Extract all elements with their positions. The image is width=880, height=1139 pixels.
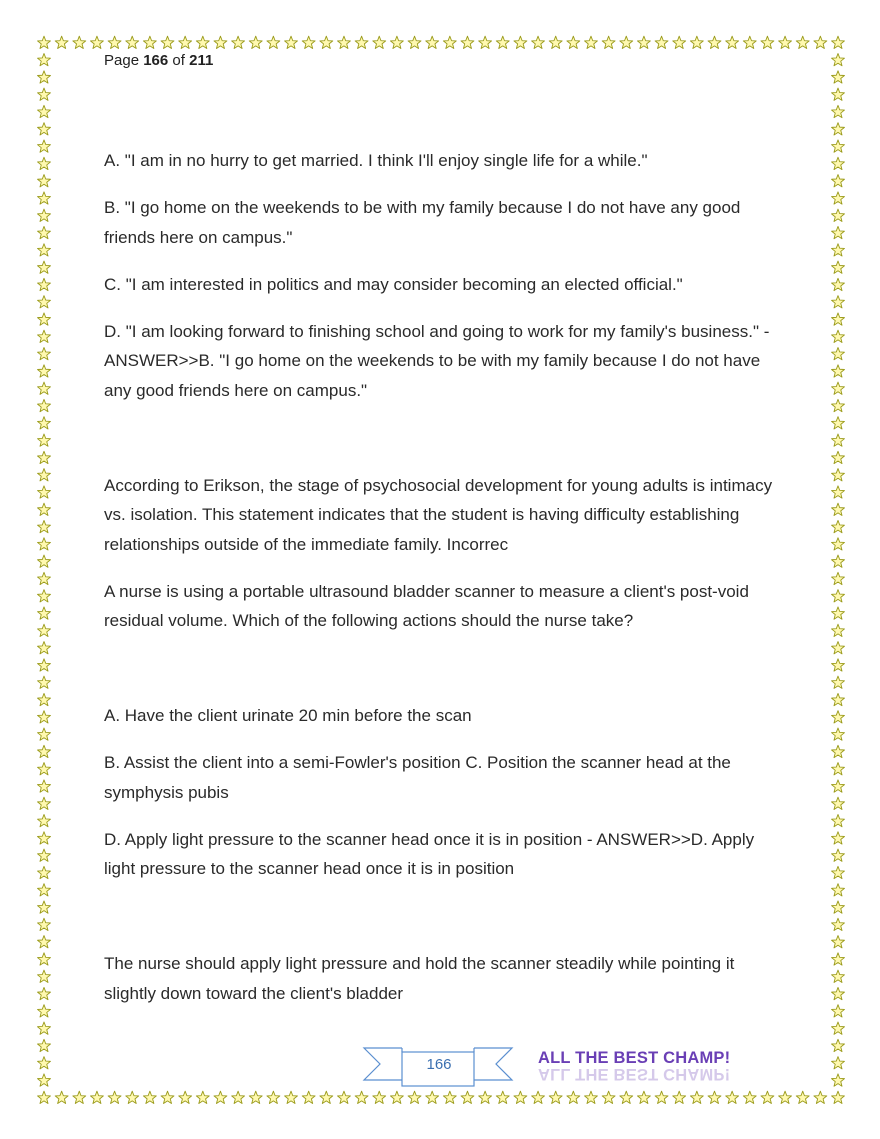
border-star-icon [832, 1022, 845, 1034]
border-star-icon [832, 54, 845, 66]
border-star-icon [461, 36, 474, 48]
border-star-icon [832, 572, 845, 584]
border-star-icon [214, 36, 227, 48]
border-star-icon [832, 970, 845, 982]
border-star-icon [549, 1091, 562, 1103]
border-star-icon [73, 1091, 86, 1103]
border-star-icon [832, 901, 845, 913]
border-star-icon [143, 1091, 156, 1103]
border-star-icon [38, 71, 51, 83]
border-star-icon [479, 36, 492, 48]
border-star-icon [390, 36, 403, 48]
border-star-icon [832, 434, 845, 446]
border-star-icon [408, 36, 421, 48]
border-star-icon [832, 1005, 845, 1017]
border-star-icon [832, 226, 845, 238]
border-star-icon [832, 365, 845, 377]
border-star-icon [832, 330, 845, 342]
border-star-icon [832, 451, 845, 463]
border-star-icon [161, 1091, 174, 1103]
border-star-icon [832, 987, 845, 999]
border-star-icon [708, 1091, 721, 1103]
border-star-icon [832, 244, 845, 256]
border-star-icon [38, 538, 51, 550]
option-b-c-paragraph: B. Assist the client into a semi-Fowler's position C. Position the scanner head at the symphysis pubis [104, 753, 731, 802]
border-star-icon [567, 36, 580, 48]
border-star-icon [38, 884, 51, 896]
border-star-icon [690, 36, 703, 48]
border-star-icon [38, 987, 51, 999]
border-star-icon [690, 1091, 703, 1103]
option-a-paragraph: A. Have the client urinate 20 min before the scan [104, 706, 472, 725]
border-star-icon [38, 711, 51, 723]
option-d-answer-paragraph: D. Apply light pressure to the scanner head once it is in position - ANSWER>>D. Apply light pressure to the scanner head once it is in position [104, 829, 755, 878]
border-star-icon [832, 1074, 845, 1086]
border-star-icon [514, 1091, 527, 1103]
border-star-icon [38, 520, 51, 532]
border-star-icon [38, 797, 51, 809]
border-star-icon [426, 36, 439, 48]
border-star-icon [443, 36, 456, 48]
border-star-icon [743, 36, 756, 48]
border-star-icon [832, 745, 845, 757]
border-star-icon [38, 175, 51, 187]
border-star-icon [38, 140, 51, 152]
border-star-icon [38, 814, 51, 826]
border-star-icon [38, 330, 51, 342]
border-star-icon [38, 36, 51, 48]
border-star-icon [38, 209, 51, 221]
border-star-icon [38, 1039, 51, 1051]
border-star-icon [832, 486, 845, 498]
border-star-icon [38, 278, 51, 290]
border-star-icon [832, 538, 845, 550]
border-star-icon [761, 36, 774, 48]
border-star-icon [337, 1091, 350, 1103]
border-star-icon [832, 175, 845, 187]
border-star-icon [126, 1091, 139, 1103]
border-star-icon [567, 1091, 580, 1103]
border-star-icon [832, 953, 845, 965]
border-star-icon [38, 417, 51, 429]
border-star-icon [337, 36, 350, 48]
border-star-icon [38, 296, 51, 308]
border-star-icon [179, 36, 192, 48]
border-star-icon [38, 780, 51, 792]
border-star-icon [832, 555, 845, 567]
border-star-icon [38, 451, 51, 463]
border-star-icon [320, 1091, 333, 1103]
border-star-icon [38, 659, 51, 671]
border-star-icon [38, 469, 51, 481]
border-star-icon [496, 36, 509, 48]
border-star-icon [373, 1091, 386, 1103]
border-star-icon [443, 1091, 456, 1103]
border-star-icon [38, 832, 51, 844]
border-star-icon [832, 711, 845, 723]
option-c-paragraph: C. "I am interested in politics and may consider becoming an elected official." [104, 274, 683, 294]
border-star-icon [38, 399, 51, 411]
page-header [104, 52, 213, 69]
border-star-icon [832, 1057, 845, 1069]
border-star-icon [38, 590, 51, 602]
border-star-icon [38, 1091, 51, 1103]
spacer [104, 423, 784, 471]
border-star-icon [637, 1091, 650, 1103]
border-star-icon [196, 1091, 209, 1103]
border-star-icon [761, 1091, 774, 1103]
spacer [104, 901, 784, 949]
current-page-number: 166 [143, 52, 169, 69]
border-star-icon [620, 1091, 633, 1103]
border-star-icon [832, 469, 845, 481]
border-star-icon [38, 607, 51, 619]
border-star-icon [832, 676, 845, 688]
border-star-icon [673, 36, 686, 48]
border-star-icon [38, 555, 51, 567]
border-star-icon [302, 1091, 315, 1103]
border-star-icon [832, 192, 845, 204]
border-star-icon [38, 1022, 51, 1034]
border-star-icon [655, 1091, 668, 1103]
border-star-icon [832, 71, 845, 83]
border-star-icon [38, 192, 51, 204]
border-star-icon [38, 1005, 51, 1017]
border-star-icon [832, 520, 845, 532]
border-star-icon [38, 226, 51, 238]
border-star-icon [832, 348, 845, 360]
border-star-icon [285, 36, 298, 48]
border-star-icon [673, 1091, 686, 1103]
border-star-icon [373, 36, 386, 48]
border-star-icon [814, 1091, 827, 1103]
border-star-icon [832, 884, 845, 896]
border-star-icon [832, 763, 845, 775]
page-word: Page [104, 52, 140, 69]
total-pages-number: 211 [189, 52, 214, 69]
border-star-icon [55, 36, 68, 48]
border-star-icon [126, 36, 139, 48]
border-star-icon [832, 693, 845, 705]
border-star-icon [832, 866, 845, 878]
border-star-icon [832, 814, 845, 826]
option-a-paragraph: A. "I am in no hurry to get married. I think I'll enjoy single life for a while." [104, 151, 648, 170]
border-star-icon [302, 36, 315, 48]
border-star-icon [832, 1039, 845, 1051]
border-star-icon [602, 36, 615, 48]
question-paragraph: A nurse is using a portable ultrasound bladder scanner to measure a client's post-void residual volume. Which of the following actions should the nurse take? [104, 581, 749, 630]
border-star-icon [779, 36, 792, 48]
border-star-icon [426, 1091, 439, 1103]
border-star-icon [832, 209, 845, 221]
border-star-icon [832, 88, 845, 100]
border-star-icon [602, 1091, 615, 1103]
border-star-icon [267, 36, 280, 48]
border-star-icon [38, 1074, 51, 1086]
border-star-icon [832, 313, 845, 325]
border-star-icon [38, 763, 51, 775]
border-star-icon [214, 1091, 227, 1103]
border-star-icon [832, 503, 845, 515]
border-star-icon [38, 88, 51, 100]
border-star-icon [232, 1091, 245, 1103]
border-star-icon [832, 849, 845, 861]
border-star-icon [832, 797, 845, 809]
border-star-icon [390, 1091, 403, 1103]
border-star-icon [38, 572, 51, 584]
border-star-icon [514, 36, 527, 48]
border-star-icon [779, 1091, 792, 1103]
border-star-icon [161, 36, 174, 48]
border-star-icon [743, 1091, 756, 1103]
footer-page-number: 166 [426, 1056, 452, 1073]
option-d-answer-paragraph: D. "I am looking forward to finishing school and going to work for my family's business." - ANSWER>>B. "I go home on the weekends to be with my family because I do not have any good friends here on campus." [104, 321, 770, 400]
border-star-icon [832, 140, 845, 152]
border-star-icon [832, 278, 845, 290]
border-star-icon [832, 624, 845, 636]
border-star-icon [496, 1091, 509, 1103]
border-star-icon [355, 36, 368, 48]
border-star-icon [90, 36, 103, 48]
border-star-icon [38, 1057, 51, 1069]
border-star-icon [708, 36, 721, 48]
border-star-icon [38, 918, 51, 930]
slogan-reflection: ALL THE BEST CHAMP! [538, 1065, 731, 1083]
border-star-icon [832, 399, 845, 411]
border-star-icon [832, 728, 845, 740]
border-star-icon [38, 849, 51, 861]
of-word: of [172, 52, 185, 69]
border-star-icon [38, 953, 51, 965]
border-star-icon [38, 693, 51, 705]
border-star-icon [832, 918, 845, 930]
border-star-icon [832, 36, 845, 48]
border-star-icon [832, 1091, 845, 1103]
slogan-text: ALL THE BEST CHAMP! [538, 1049, 731, 1067]
border-star-icon [38, 503, 51, 515]
border-star-icon [38, 157, 51, 169]
border-star-icon [232, 36, 245, 48]
border-star-icon [179, 1091, 192, 1103]
spacer [104, 653, 784, 701]
border-star-icon [726, 1091, 739, 1103]
border-star-icon [267, 1091, 280, 1103]
border-star-icon [637, 36, 650, 48]
border-star-icon [38, 486, 51, 498]
border-star-icon [620, 36, 633, 48]
option-b-paragraph: B. "I go home on the weekends to be with my family because I do not have any good friends here on campus." [104, 198, 741, 247]
border-star-icon [832, 936, 845, 948]
border-star-icon [38, 348, 51, 360]
border-star-icon [90, 1091, 103, 1103]
border-star-icon [549, 36, 562, 48]
border-star-icon [832, 659, 845, 671]
border-star-icon [408, 1091, 421, 1103]
border-star-icon [38, 123, 51, 135]
border-star-icon [726, 36, 739, 48]
border-star-icon [38, 624, 51, 636]
border-star-icon [832, 157, 845, 169]
border-star-icon [832, 261, 845, 273]
border-star-icon [320, 36, 333, 48]
border-star-icon [249, 1091, 262, 1103]
border-star-icon [355, 1091, 368, 1103]
border-star-icon [832, 642, 845, 654]
border-star-icon [796, 36, 809, 48]
border-star-icon [832, 607, 845, 619]
border-star-icon [38, 434, 51, 446]
border-star-icon [655, 36, 668, 48]
border-star-icon [38, 745, 51, 757]
border-star-icon [832, 123, 845, 135]
border-star-icon [108, 36, 121, 48]
border-star-icon [796, 1091, 809, 1103]
border-star-icon [38, 728, 51, 740]
border-star-icon [38, 970, 51, 982]
border-star-icon [832, 590, 845, 602]
border-star-icon [532, 1091, 545, 1103]
border-star-icon [143, 36, 156, 48]
border-star-icon [38, 901, 51, 913]
rationale-paragraph: According to Erikson, the stage of psychosocial development for young adults is intimacy vs. isolation. This statement indicates that the student is having difficulty establishing relationships outside of the immediate family. Incorrec [104, 475, 773, 554]
border-star-icon [38, 936, 51, 948]
border-star-icon [38, 105, 51, 117]
border-star-icon [38, 382, 51, 394]
border-star-icon [55, 1091, 68, 1103]
border-star-icon [479, 1091, 492, 1103]
border-star-icon [38, 313, 51, 325]
border-star-icon [814, 36, 827, 48]
border-star-icon [285, 1091, 298, 1103]
border-star-icon [832, 780, 845, 792]
border-star-icon [38, 261, 51, 273]
border-star-icon [38, 642, 51, 654]
border-star-icon [38, 866, 51, 878]
border-star-icon [832, 296, 845, 308]
border-star-icon [249, 36, 262, 48]
border-star-icon [585, 1091, 598, 1103]
border-star-icon [532, 36, 545, 48]
border-star-icon [38, 54, 51, 66]
border-star-icon [38, 676, 51, 688]
border-star-icon [461, 1091, 474, 1103]
border-star-icon [832, 105, 845, 117]
border-star-icon [832, 417, 845, 429]
border-star-icon [108, 1091, 121, 1103]
page-content [104, 146, 784, 1026]
border-star-icon [832, 832, 845, 844]
rationale-paragraph: The nurse should apply light pressure and hold the scanner steadily while pointing it slightly down toward the client's bladder [104, 954, 735, 1003]
border-star-icon [73, 36, 86, 48]
border-star-icon [38, 365, 51, 377]
border-star-icon [38, 244, 51, 256]
border-star-icon [196, 36, 209, 48]
border-star-icon [832, 382, 845, 394]
border-star-icon [585, 36, 598, 48]
